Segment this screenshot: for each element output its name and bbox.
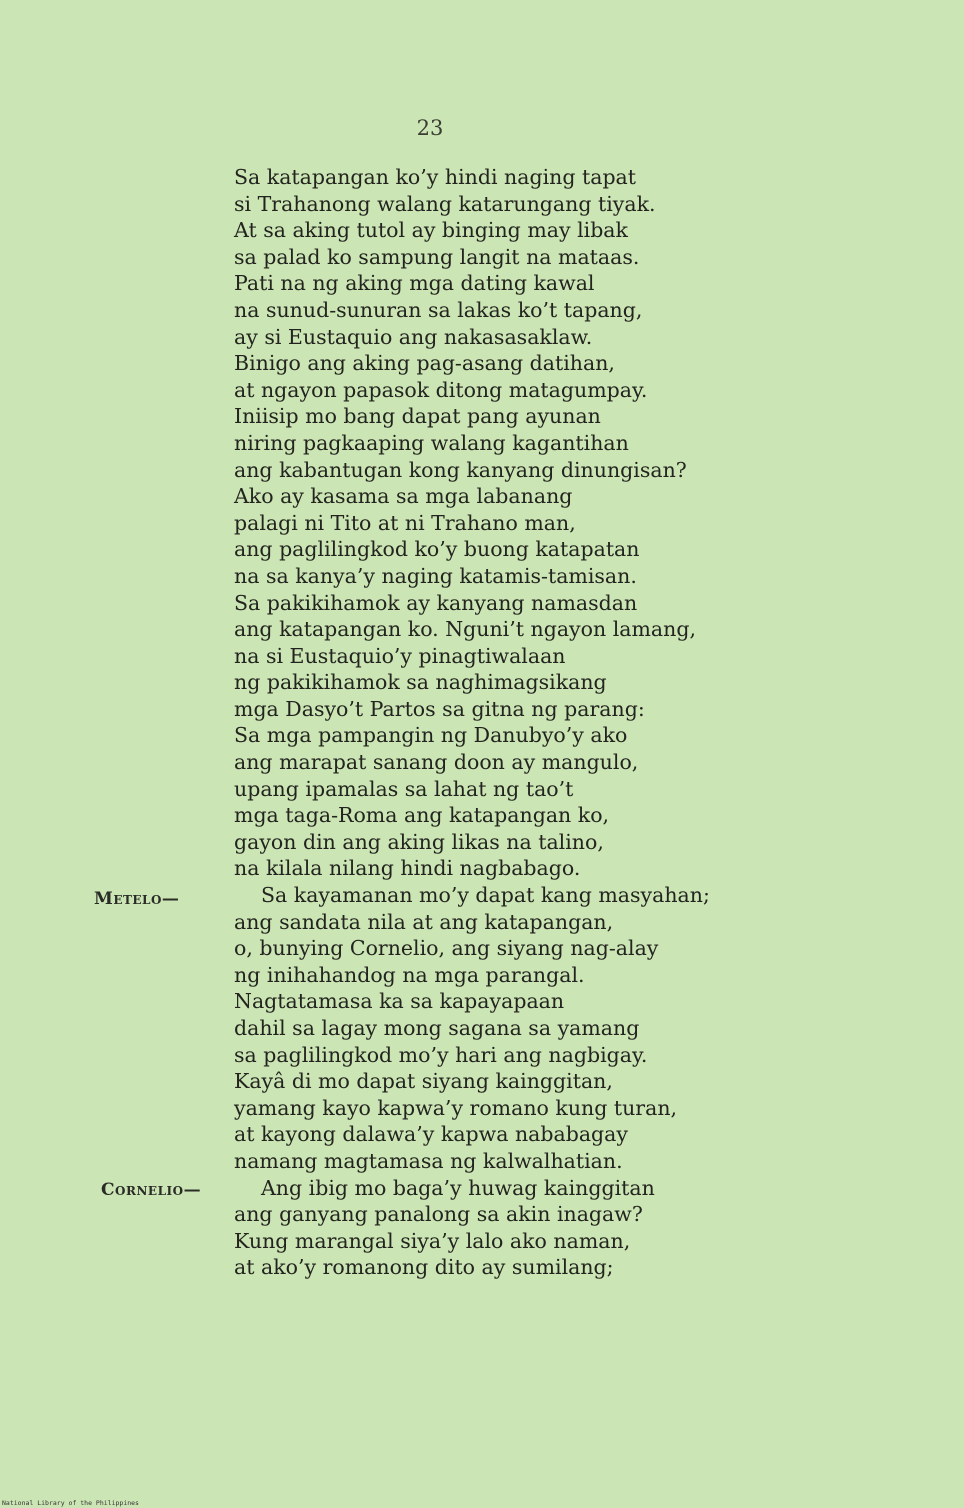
metelo-line: Nagtatamasa ka sa kapayapaan <box>234 989 565 1014</box>
metelo-line: o, bunying Cornelio, ang siyang nag-alay <box>234 936 659 961</box>
metelo-line: yamang kayo kapwa’y romano kung turan, <box>234 1095 678 1120</box>
verse-line: Pati na ng aking mga dating kawal <box>234 271 595 296</box>
verse-line: at ngayon papasok ditong matagumpay. <box>234 377 648 402</box>
verse-line: Sa katapangan ko’y hindi naging tapat <box>234 165 637 189</box>
verse-line: mga Dasyo’t Partos sa gitna ng parang: <box>234 696 645 721</box>
page-number: 23 <box>416 116 444 140</box>
verse-line: na kilala nilang hindi nagbabago. <box>234 856 581 881</box>
cornelio-line: ang ganyang panalong sa akin inagaw? <box>234 1202 643 1227</box>
cornelio-line: at ako’y romanong dito ay sumilang; <box>234 1255 614 1280</box>
verse-line: Ako ay kasama sa mga labanang <box>234 484 573 509</box>
verse-line: niring pagkaaping walang kagantihan <box>234 430 629 455</box>
verse-line: na sunud-sunuran sa lakas ko’t tapang, <box>234 297 643 322</box>
verse-line: Sa pakikihamok ay kanyang namasdan <box>234 590 638 615</box>
verse-line: palagi ni Tito at ni Trahano man, <box>234 510 576 535</box>
verse-line: si Trahanong walang katarungang tiyak. <box>234 191 656 216</box>
cornelio-line: Ang ibig mo baga’y huwag kainggitan <box>261 1175 655 1200</box>
verse-line: Sa mga pampangin ng Danubyo’y ako <box>234 723 628 748</box>
metelo-line: namang magtamasa ng kalwalhatian. <box>234 1148 623 1173</box>
verse-block <box>234 164 710 1281</box>
verse-line: ng pakikihamok sa naghimagsikang <box>234 670 607 695</box>
verse-line: Binigo ang aking pag-asang datihan, <box>234 351 615 376</box>
footer-credit: National Library of the Philippines <box>2 1499 139 1507</box>
verse-line: ang paglilingkod ko’y buong katapatan <box>234 537 640 562</box>
speaker-metelo: Metelo— <box>94 889 180 909</box>
metelo-line: ang sandata nila at ang katapangan, <box>234 909 614 934</box>
metelo-line: ng inihahandog na mga parangal. <box>234 962 585 987</box>
metelo-line: at kayong dalawa’y kapwa nababagay <box>234 1122 628 1147</box>
verse-line: na si Eustaquio’y pinagtiwalaan <box>234 643 566 668</box>
verse-line: ang katapangan ko. Nguni’t ngayon lamang, <box>234 617 696 642</box>
verse-line: gayon din ang aking likas na talino, <box>234 829 604 854</box>
verse-line: na sa kanya’y naging katamis-tamisan. <box>234 563 637 588</box>
verse-line: ang kabantugan kong kanyang dinungisan? <box>234 457 687 482</box>
verse-line: mga taga-Roma ang katapangan ko, <box>234 803 610 828</box>
verse-line: ay si Eustaquio ang nakasasaklaw. <box>234 324 593 349</box>
verse-line: ang marapat sanang doon ay mangulo, <box>234 750 639 775</box>
speaker-cornelio: Cornelio— <box>101 1180 202 1200</box>
verse-line: At sa aking tutol ay binging may libak <box>234 218 628 243</box>
verse-line: sa palad ko sampung langit na mataas. <box>234 244 640 269</box>
metelo-line: Sa kayamanan mo’y dapat kang masyahan; <box>261 883 710 908</box>
metelo-line: sa paglilingkod mo’y hari ang nagbigay. <box>234 1042 648 1067</box>
verse-line: Iniisip mo bang dapat pang ayunan <box>234 404 601 429</box>
metelo-line: Kayâ di mo dapat siyang kainggitan, <box>234 1069 613 1094</box>
verse-line: upang ipamalas sa lahat ng tao’t <box>234 776 574 801</box>
metelo-line: dahil sa lagay mong sagana sa yamang <box>234 1016 640 1040</box>
cornelio-line: Kung marangal siya’y lalo ako naman, <box>234 1228 631 1253</box>
